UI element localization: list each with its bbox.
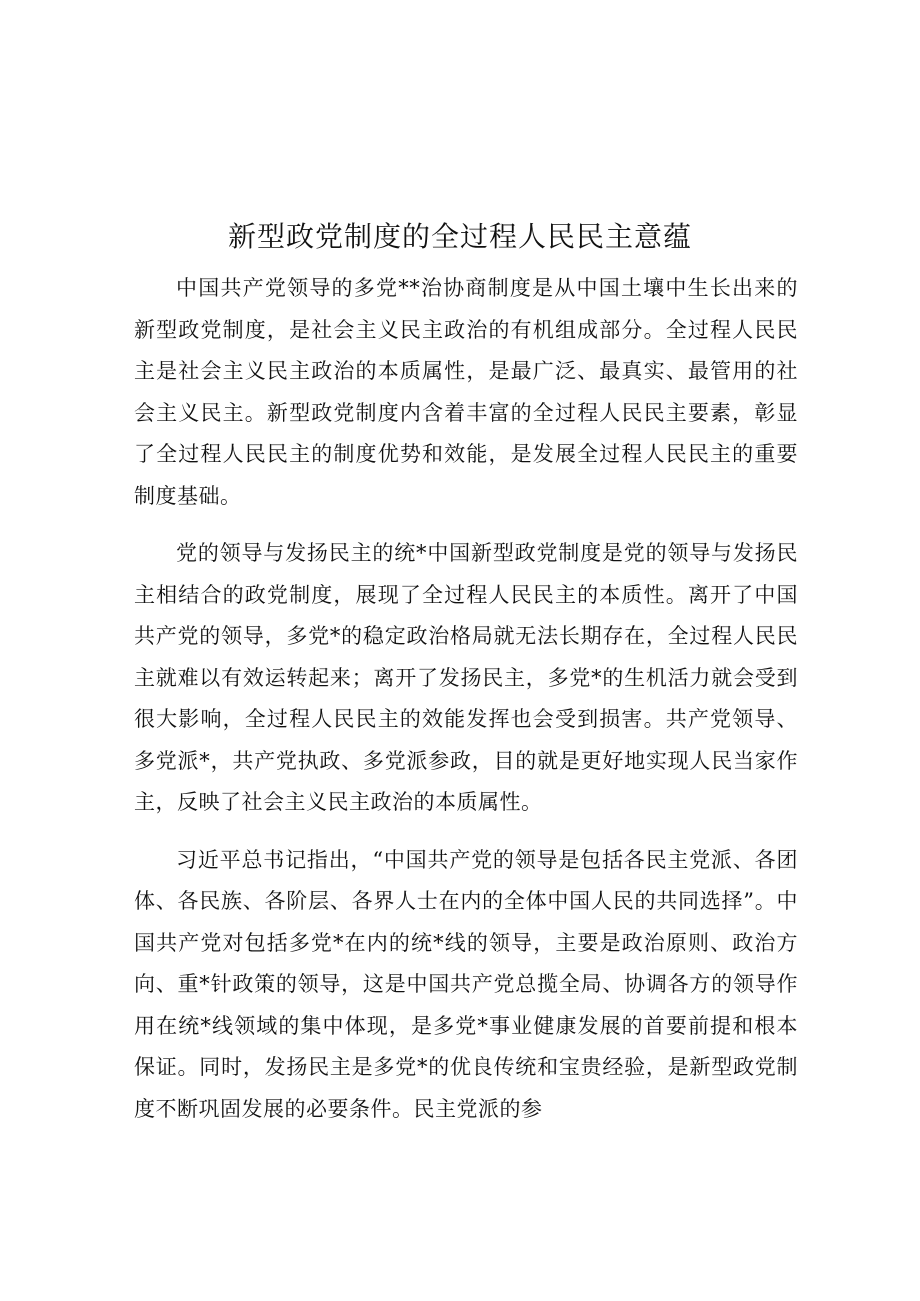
paragraph-1: 中国共产党领导的多党**治协商制度是从中国土壤中生长出来的新型政党制度，是社会主义民主政治的有机组成部分。全过程人民民主是社会主义民主政治的本质属性，是最广泛、最真实、最管用的社会主义民主。新型政党制度内含着丰富的全过程人民民主要素，彰显了全过程人民民主的制度优势和效能，是发展全过程人民民主的重要制度基础。 xyxy=(134,276,798,508)
paragraph-3: 习近平总书记指出，“中国共产党的领导是包括各民主党派、各团体、各民族、各阶层、各界人士在内的全体中国人民的共同选择”。中国共产党对包括多党*在内的统*线的领导，主要是政治原则、政治方向、重*针政策的领导，这是中国共产党总揽全局、协调各方的领导作用在统*线领域的集中体现，是多党*事业健康发展的首要前提和根本保证。同时，发扬民主是多党*的优良传统和宝贵经验，是新型政党制度不断巩固发展的必要条件。民主党派的参 xyxy=(134,847,798,1121)
document-body xyxy=(134,268,798,1146)
document-title: 新型政党制度的全过程人民民主意蕴 xyxy=(227,220,692,253)
paragraph-2: 党的领导与发扬民主的统*中国新型政党制度是党的领导与发扬民主相结合的政党制度，展现了全过程人民民主的本质性。离开了中国共产党的领导，多党*的稳定政治格局就无法长期存在，全过程人民民主就难以有效运转起来；离开了发扬民主，多党*的生机活力就会受到很大影响，全过程人民民主的效能发挥也会受到损害。共产党领导、多党派*，共产党执政、多党派参政，目的就是更好地实现人民当家作主，反映了社会主义民主政治的本质属性。 xyxy=(134,541,798,814)
